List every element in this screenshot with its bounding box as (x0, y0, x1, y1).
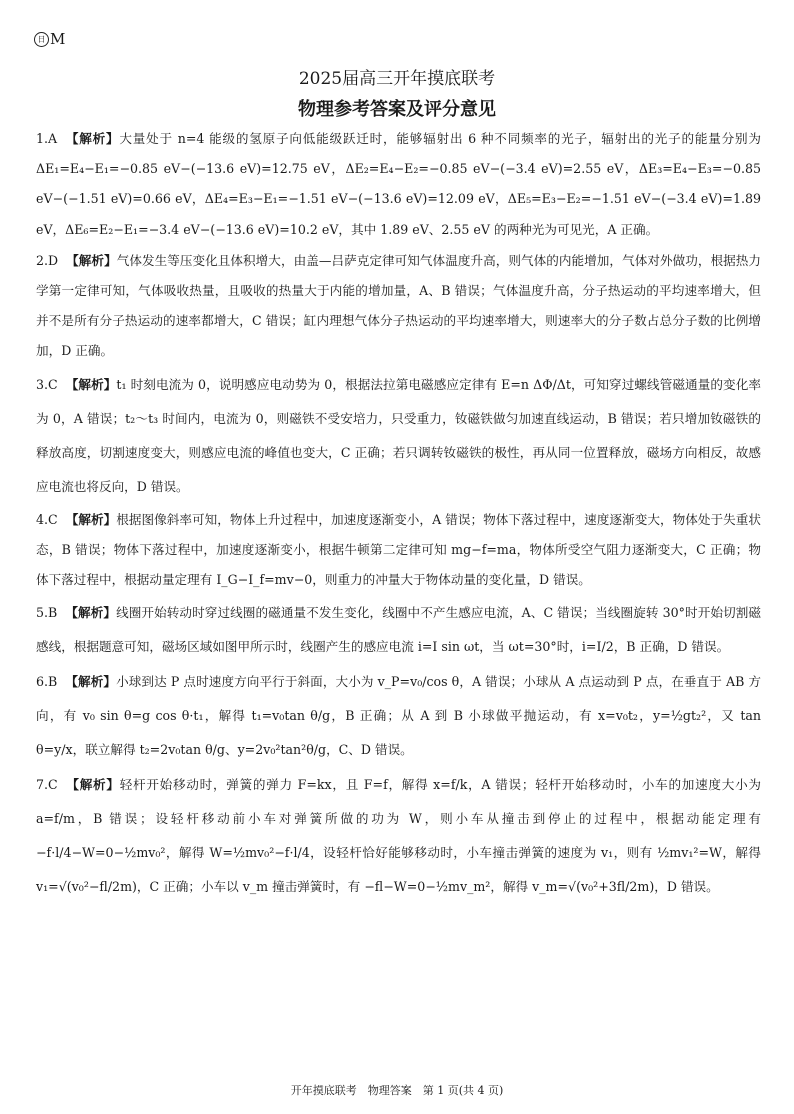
answer-list (36, 124, 761, 905)
answer-text: 气体发生等压变化且体积增大，由盖—吕萨克定律可知气体温度升高，则气体的内能增加，气体对外做功，根据热力学第一定律可知，气体吸收热量，且吸收的热量大于内能的增加量，A、B 错误；气体温度升高，分子热运动的平均速率增大，但并不是所有分子热运动的速率都增大，C 错误；缸内理想气体分子热运动的平均速率增大，则速率大的分子数占总分子数的比例增加，D 正确。 (36, 252, 762, 359)
logo-letter: M (50, 30, 66, 48)
answer-text: 小球到达 P 点时速度方向平行于斜面，大小为 v_P=v₀/cos θ，A 错误；小球从 A 点运动到 P 点，在垂直于 AB 方向，有 v₀ sin θ=g cos θ·t₁，解得 t₁=v₀tan θ/g，B 正确；从 A 到 B 小球做平抛运动，有 x=v₀t₂，y=½gt₂²，又 tan θ=y/x，联立解得 t₂=2v₀tan θ/g、y=2v₀²tan²θ/g，C、D 错误。 (36, 674, 762, 758)
answer-item (36, 596, 761, 664)
logo-mark: 日 (34, 32, 49, 47)
analysis-tag: 【解析】 (65, 777, 120, 793)
answer-text: t₁ 时刻电流为 0，说明感应电动势为 0，根据法拉第电磁感应定律有 E=n ΔΦ/Δt，可知穿过螺线管磁通量的变化率为 0，A 错误；t₂～t₃ 时间内，电流为 0，则磁铁不受安培力，只受重力，钕磁铁做匀加速直线运动，B 错误；若只增加钕磁铁的释放高度，切割速度变大，则感应电流的峰值也变大，C 正确；若只调转钕磁铁的极性，再从同一位置释放，磁场方向相反，故感应电流也将反向，D 错误。 (36, 376, 761, 494)
answer-number: 3.C (36, 376, 58, 392)
answer-item (36, 505, 761, 596)
analysis-tag: 【解析】 (65, 376, 117, 392)
answer-number: 1.A (36, 131, 58, 146)
page-footer: 开年摸底联考 物理答案 第 1 页(共 4 页) (290, 1084, 504, 1097)
document-subtitle: 物理参考答案及评分意见 (298, 99, 496, 120)
exam-title: 2025届高三开年摸底联考 (298, 69, 496, 89)
answer-number: 4.C (36, 511, 58, 527)
answer-text: 轻杆开始移动时，弹簧的弹力 F=kx，且 F=f，解得 x=f/k，A 错误；轻杆开始移动时，小车的加速度大小为 a=f/m，B 错误；设轻杆移动前小车对弹簧所做的功为 W，则小车从撞击到停止的过程中，根据动能定理有 −f·l/4−W=0−½mv₀²，解得 W=½mv₀²−f·l/4，设轻杆恰好能够移动时，小车撞击弹簧的速度为 v₁，则有 ½mv₁²=W，解得 v₁=√(v₀²−fl/2m)，C 正确；小车以 v_m 撞击弹簧时，有 −fl−W=0−½mv_m²，解得 v_m=√(v₀²+3fl/2m)，D 错误。 (36, 777, 761, 895)
logo (34, 30, 65, 48)
answer-number: 2.D (36, 252, 59, 268)
analysis-tag: 【解析】 (65, 674, 117, 690)
answer-item (36, 124, 761, 245)
analysis-tag: 【解析】 (65, 511, 117, 527)
answer-item (36, 368, 761, 504)
analysis-tag: 【解析】 (66, 252, 117, 268)
answer-item (36, 246, 761, 367)
answer-item (36, 665, 761, 767)
answer-text: 根据图像斜率可知，物体上升过程中，加速度逐渐变小，A 错误；物体下落过程中，速度逐渐变大，物体处于失重状态，B 错误；物体下落过程中，加速度逐渐变小，根据牛顿第二定律可知 mg−f=ma，物体所受空气阻力逐渐变大，C 正确；物体下落过程中，根据动量定理有 I_G−I_f=mv−0，则重力的冲量大于物体动量的变化量，D 错误。 (36, 511, 761, 588)
analysis-tag: 【解析】 (65, 605, 117, 621)
answer-number: 6.B (36, 674, 58, 690)
answer-number: 5.B (36, 605, 58, 621)
answer-number: 7.C (36, 777, 58, 793)
analysis-tag: 【解析】 (65, 131, 120, 146)
answer-item (36, 768, 761, 904)
answer-text: 大量处于 n=4 能级的氢原子向低能级跃迁时，能够辐射出 6 种不同频率的光子，辐射出的光子的能量分别为 ΔE₁=E₄−E₁=−0.85 eV−(−13.6 eV)=12.75 eV，ΔE₂=E₄−E₂=−0.85 eV−(−3.4 eV)=2.55 eV，ΔE₃=E₄−E₃=−0.85 eV−(−1.51 eV)=0.66 eV，ΔE₄=E₃−E₁=−1.51 eV−(−13.6 eV)=12.09 eV，ΔE₅=E₃−E₂=−1.51 eV−(−3.4 eV)=1.89 eV，ΔE₆=E₂−E₁=−3.4 eV−(−13.6 eV)=10.2 eV，其中 1.89 eV、2.55 eV 的两种光为可见光，A 正确。 (36, 131, 762, 237)
answer-text: 线圈开始转动时穿过线圈的磁通量不发生变化，线圈中不产生感应电流，A、C 错误；当线圈旋转 30°时开始切割磁感线，根据题意可知，磁场区域如图甲所示时，线圈产生的感应电流 i=I sin ωt，当 ωt=30°时，i=I/2，B 正确，D 错误。 (36, 605, 762, 655)
